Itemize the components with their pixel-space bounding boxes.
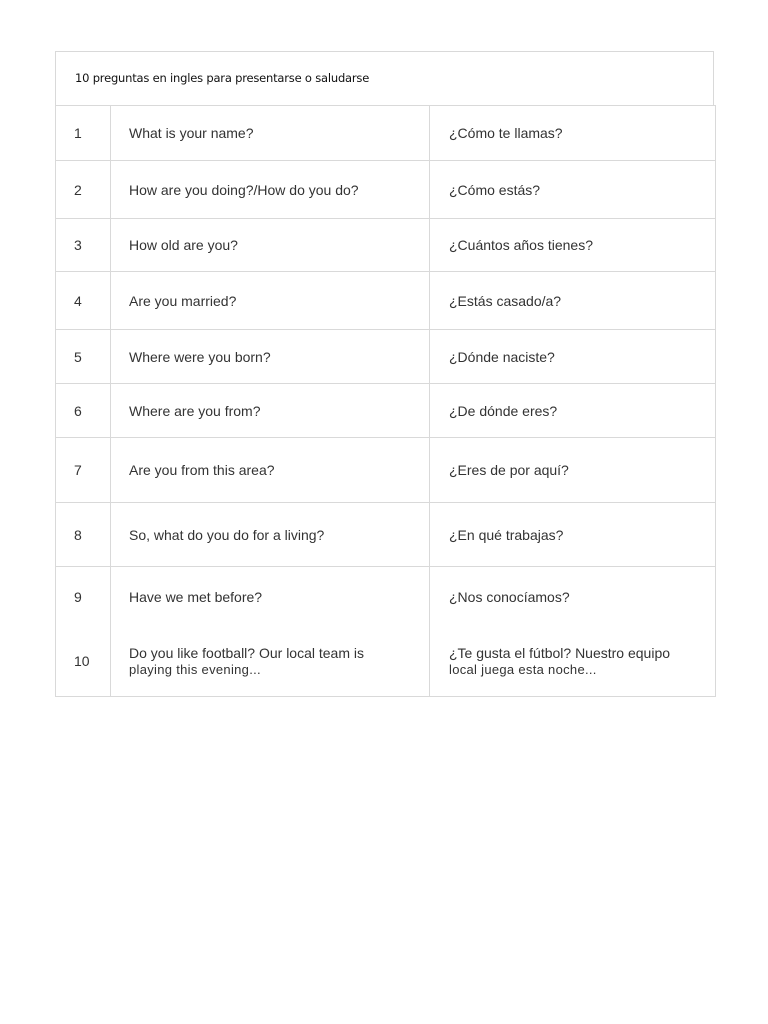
spanish-question: ¿Cómo te llamas?: [430, 106, 716, 161]
spanish-question: ¿Nos conocíamos?: [430, 567, 716, 627]
spanish-question: ¿Eres de por aquí?: [430, 438, 716, 503]
english-question: How old are you?: [111, 219, 430, 272]
row-number: 6: [56, 384, 111, 438]
document-title: 10 preguntas en ingles para presentarse o saludarse: [75, 71, 370, 85]
english-question: Have we met before?: [111, 567, 430, 627]
spanish-question: ¿Estás casado/a?: [430, 272, 716, 330]
english-question: Where were you born?: [111, 330, 430, 384]
spanish-question: ¿En qué trabajas?: [430, 503, 716, 567]
row-number: 9: [56, 567, 111, 627]
title-box: [55, 51, 714, 106]
spanish-question-line2: local juega esta noche...: [449, 662, 597, 678]
questions-table: [55, 105, 716, 697]
english-question: Where are you from?: [111, 384, 430, 438]
english-question: How are you doing?/How do you do?: [111, 161, 430, 219]
table-row: [56, 272, 716, 330]
table-row: [56, 503, 716, 567]
spanish-question: [430, 627, 716, 697]
spanish-question: ¿Cómo estás?: [430, 161, 716, 219]
row-number: 4: [56, 272, 111, 330]
row-number: 10: [56, 627, 111, 697]
row-number: 5: [56, 330, 111, 384]
row-number: 1: [56, 106, 111, 161]
english-question: So, what do you do for a living?: [111, 503, 430, 567]
row-number: 7: [56, 438, 111, 503]
row-number: 3: [56, 219, 111, 272]
table-row: [56, 106, 716, 161]
table-row: [56, 161, 716, 219]
table-row: [56, 330, 716, 384]
table-row: [56, 384, 716, 438]
spanish-question: ¿Cuántos años tienes?: [430, 219, 716, 272]
table-row: [56, 438, 716, 503]
table-row: [56, 627, 716, 697]
english-question: Are you from this area?: [111, 438, 430, 503]
table-row: [56, 219, 716, 272]
english-question: What is your name?: [111, 106, 430, 161]
row-number: 8: [56, 503, 111, 567]
spanish-question: ¿De dónde eres?: [430, 384, 716, 438]
row-number: 2: [56, 161, 111, 219]
spanish-question: ¿Dónde naciste?: [430, 330, 716, 384]
spanish-question-line1: ¿Te gusta el fútbol? Nuestro equipo: [449, 645, 671, 662]
english-question: [111, 627, 430, 697]
english-question-line1: Do you like football? Our local team is: [129, 645, 364, 662]
english-question-line2: playing this evening...: [129, 662, 261, 678]
table-row: [56, 567, 716, 627]
english-question: Are you married?: [111, 272, 430, 330]
